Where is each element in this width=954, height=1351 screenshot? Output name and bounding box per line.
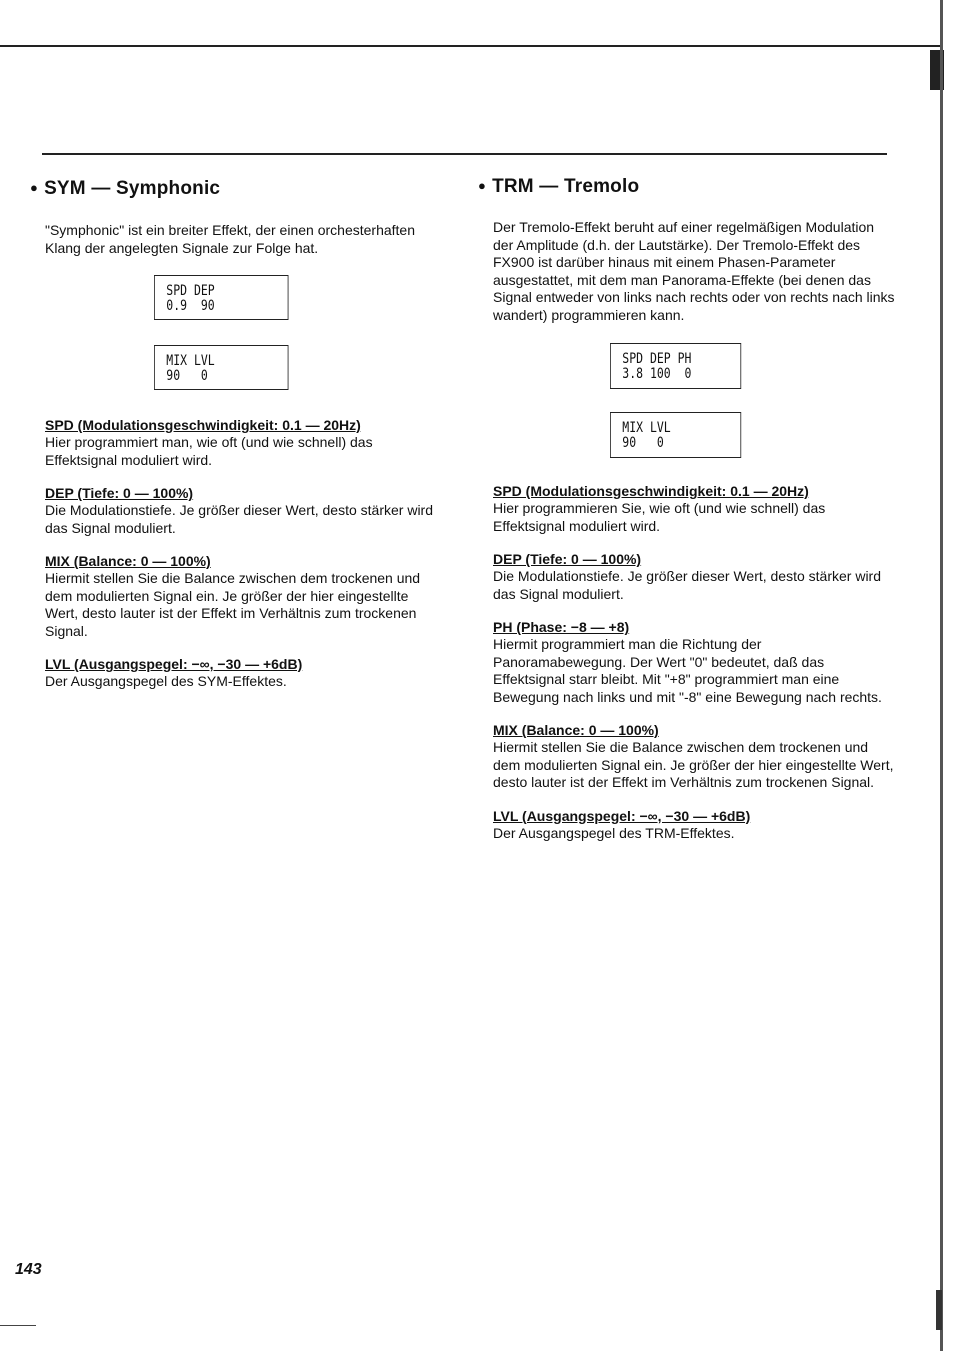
param-text: Die Modulationstiefe. Je größer dieser Wert, desto stärker wird das Signal moduliert. bbox=[493, 568, 882, 602]
sym-param-lvl bbox=[30, 656, 440, 691]
trm-display-2 bbox=[610, 412, 741, 458]
param-text: Hiermit programmiert man die Richtung der Panoramabewegung. Der Wert "0" bedeutet, daß das Effektsignal starr bleibt. Mit "+8" programmiert man eine Bewegung nach links und mit "-8" eine Bewegung nach rechts. bbox=[493, 636, 882, 705]
display-line: 90 0 bbox=[166, 368, 208, 384]
param-heading: SPD (Modulationsgeschwindigkeit: 0.1 — 20Hz) bbox=[45, 417, 361, 433]
trm-param-dep bbox=[478, 551, 898, 603]
trm-title: TRM — Tremolo bbox=[492, 176, 640, 197]
section-rule bbox=[42, 153, 887, 155]
param-heading: SPD (Modulationsgeschwindigkeit: 0.1 — 20Hz) bbox=[493, 483, 809, 499]
display-line: 3.8 100 0 bbox=[622, 366, 692, 382]
trm-intro: Der Tremolo-Effekt beruht auf einer regelmäßigen Modulation der Amplitude (d.h. der Lautstärke). Der Tremolo-Effekt des FX900 ist darüber hinaus mit einem Phasen-Parameter ausgestattet, mit dem man Panorama-Effekte (bei denen das Signal entweder von links nach rechts oder von rechts nach links wandert) programmieren kann. bbox=[493, 219, 895, 323]
sym-heading bbox=[30, 178, 440, 200]
sym-param-dep bbox=[30, 485, 440, 537]
param-text: Die Modulationstiefe. Je größer dieser Wert, desto stärker wird das Signal moduliert. bbox=[45, 502, 434, 536]
trm-section bbox=[478, 176, 898, 842]
sym-param-spd bbox=[30, 417, 440, 469]
param-text: Der Ausgangspegel des SYM-Effektes. bbox=[45, 673, 287, 689]
param-heading: DEP (Tiefe: 0 — 100%) bbox=[45, 485, 194, 501]
trm-param-ph bbox=[478, 619, 898, 706]
display-line: MIX LVL bbox=[622, 420, 671, 436]
top-rule bbox=[0, 45, 940, 47]
page-edge bbox=[940, 0, 943, 1351]
param-text: Hier programmieren Sie, wie oft (und wie schnell) das Effektsignal moduliert wird. bbox=[493, 500, 826, 534]
param-text: Hiermit stellen Sie die Balance zwischen dem trockenen und dem modulierten Signal ein. Je größer der hier eingestellte Wert, desto lauter ist der Effekt im Verhältnis zum trockenen Signal. bbox=[45, 570, 421, 639]
param-heading: MIX (Balance: 0 — 100%) bbox=[493, 722, 659, 738]
bottom-rule bbox=[0, 1325, 36, 1326]
param-text: Hiermit stellen Sie die Balance zwischen dem trockenen und dem modulierten Signal ein. Je größer der hier eingestellte Wert, desto lauter ist der Effekt im Verhältnis zum trockenen Signal. bbox=[493, 739, 894, 790]
sym-display-1 bbox=[154, 275, 288, 320]
display-line: 90 0 bbox=[622, 435, 664, 451]
sym-intro: "Symphonic" ist ein breiter Effekt, der einen orchesterhaften Klang der angelegten Signale zur Folge hat. bbox=[45, 222, 415, 256]
trm-param-spd bbox=[478, 483, 898, 535]
trm-display-1 bbox=[610, 343, 741, 389]
trm-heading bbox=[478, 176, 898, 198]
page-number: 143 bbox=[15, 1261, 42, 1278]
param-text: Der Ausgangspegel des TRM-Effektes. bbox=[493, 824, 735, 841]
sym-display-2 bbox=[154, 345, 288, 390]
display-line: MIX LVL bbox=[166, 353, 215, 369]
display-line: SPD DEP PH bbox=[622, 351, 692, 367]
param-heading: DEP (Tiefe: 0 — 100%) bbox=[493, 551, 642, 567]
sym-param-mix bbox=[30, 553, 440, 640]
param-heading: LVL (Ausgangspegel: −∞, −30 — +6dB) bbox=[493, 807, 751, 824]
display-line: SPD DEP bbox=[166, 283, 215, 299]
param-heading: LVL (Ausgangspegel: −∞, −30 — +6dB) bbox=[45, 656, 303, 672]
param-text: Hier programmiert man, wie oft (und wie schnell) das Effektsignal moduliert wird. bbox=[45, 434, 373, 468]
display-line: 0.9 90 bbox=[166, 298, 215, 314]
sym-title: SYM — Symphonic bbox=[44, 178, 221, 199]
bullet-icon: ● bbox=[30, 180, 39, 195]
page-edge-mark bbox=[936, 1290, 942, 1330]
trm-param-lvl bbox=[478, 808, 898, 843]
bullet-icon: ● bbox=[478, 178, 487, 193]
param-heading: MIX (Balance: 0 — 100%) bbox=[45, 553, 211, 569]
sym-section bbox=[30, 178, 440, 691]
param-heading: PH (Phase: −8 — +8) bbox=[493, 619, 630, 635]
trm-param-mix bbox=[478, 722, 898, 792]
